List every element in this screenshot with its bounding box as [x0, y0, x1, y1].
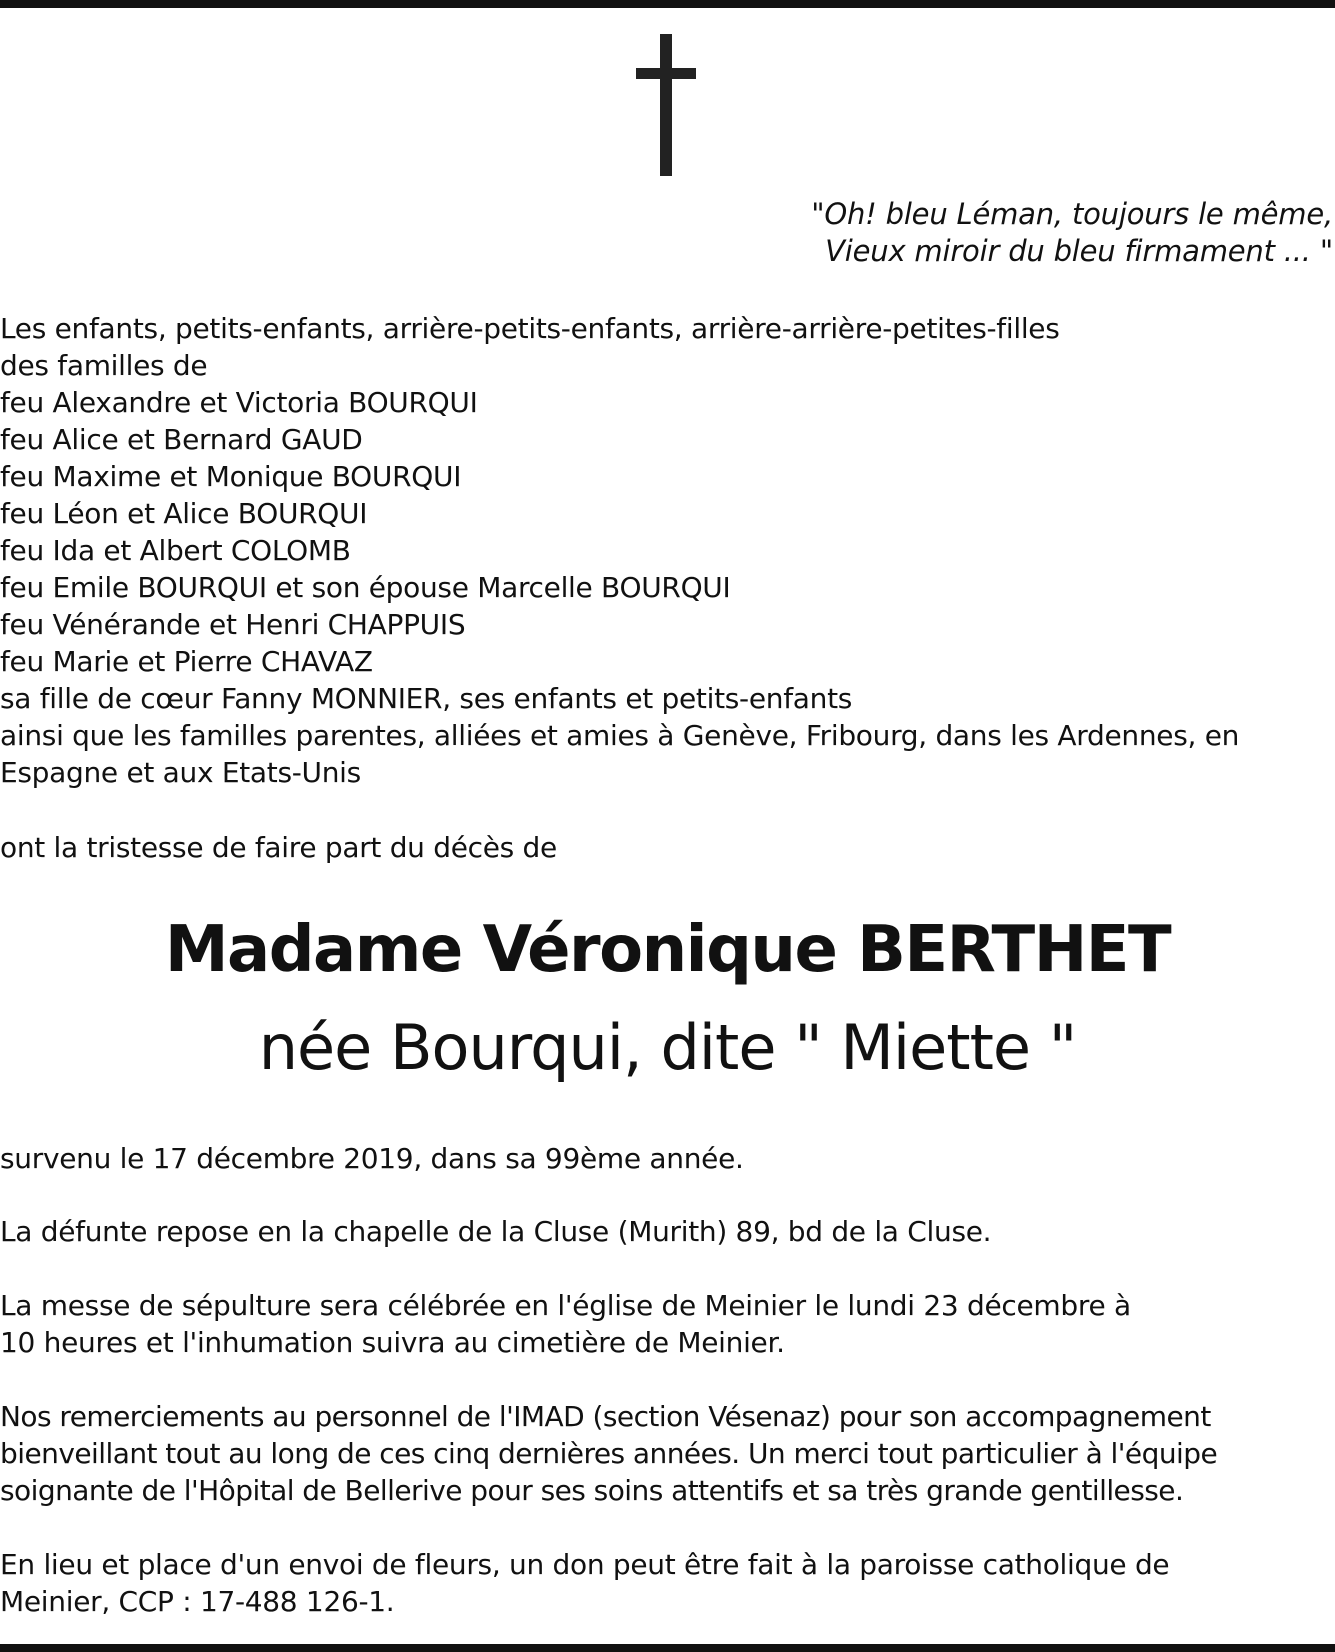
bottom-border-rule — [0, 1644, 1335, 1652]
family-line: feu Maxime et Monique BOURQUI — [0, 460, 462, 493]
paragraph-line: La messe de sépulture sera célébrée en l'église de Meinier le lundi 23 décembre à — [0, 1289, 1131, 1322]
cross-horizontal-bar — [636, 68, 696, 79]
family-line: Espagne et aux Etats-Unis — [0, 756, 361, 789]
mass-paragraph — [0, 1287, 1333, 1361]
top-border-rule — [0, 0, 1335, 8]
cross-vertical-bar — [660, 34, 672, 176]
family-line: sa fille de cœur Fanny MONNIER, ses enfants et petits-enfants — [0, 682, 853, 715]
donation-paragraph — [0, 1546, 1333, 1620]
family-line: feu Marie et Pierre CHAVAZ — [0, 645, 373, 678]
thanks-paragraph — [0, 1398, 1333, 1509]
family-line: Les enfants, petits-enfants, arrière-petits-enfants, arrière-arrière-petites-filles — [0, 312, 1060, 345]
family-line: feu Ida et Albert COLOMB — [0, 534, 351, 567]
family-line: feu Alice et Bernard GAUD — [0, 423, 363, 456]
quote-line: Vieux miroir du bleu firmament ... " — [825, 234, 1333, 268]
paragraph-line: bienveillant tout au long de ces cinq dernières années. Un merci tout particulier à l'équipe — [0, 1437, 1218, 1470]
family-line: feu Léon et Alice BOURQUI — [0, 497, 368, 530]
family-line: ainsi que les familles parentes, alliées et amies à Genève, Fribourg, dans les Ardennes, en — [0, 719, 1240, 752]
paragraph-line: soignante de l'Hôpital de Bellerive pour ses soins attentifs et sa très grande gentillesse. — [0, 1474, 1184, 1507]
quote-line: "Oh! bleu Léman, toujours le même, — [811, 197, 1333, 231]
death-paragraph — [0, 1140, 1333, 1177]
family-line: des familles de — [0, 349, 208, 382]
paragraph-line: La défunte repose en la chapelle de la Cluse (Murith) 89, bd de la Cluse. — [0, 1215, 992, 1248]
paragraph-line: 10 heures et l'inhumation suivra au cimetière de Meinier. — [0, 1326, 785, 1359]
rest-paragraph — [0, 1213, 1333, 1250]
deceased-subtitle: née Bourqui, dite " Miette " — [258, 1011, 1077, 1084]
paragraph-line: En lieu et place d'un envoi de fleurs, un don peut être fait à la paroisse catholique de — [0, 1548, 1170, 1581]
cross-icon — [636, 34, 696, 176]
announcement-text: ont la tristesse de faire part du décès de — [0, 831, 557, 864]
family-line: feu Alexandre et Victoria BOURQUI — [0, 386, 478, 419]
families-list — [0, 310, 1333, 791]
paragraph-line: Meinier, CCP : 17-488 126-1. — [0, 1585, 395, 1618]
family-line: feu Emile BOURQUI et son épouse Marcelle BOURQUI — [0, 571, 731, 604]
paragraph-line: Nos remerciements au personnel de l'IMAD (section Vésenaz) pour son accompagnement — [0, 1400, 1211, 1433]
family-line: feu Vénérande et Henri CHAPPUIS — [0, 608, 466, 641]
deceased-name: Madame Véronique BERTHET — [164, 913, 1171, 987]
paragraph-line: survenu le 17 décembre 2019, dans sa 99ème année. — [0, 1142, 744, 1175]
epigraph-quote — [693, 196, 1333, 270]
